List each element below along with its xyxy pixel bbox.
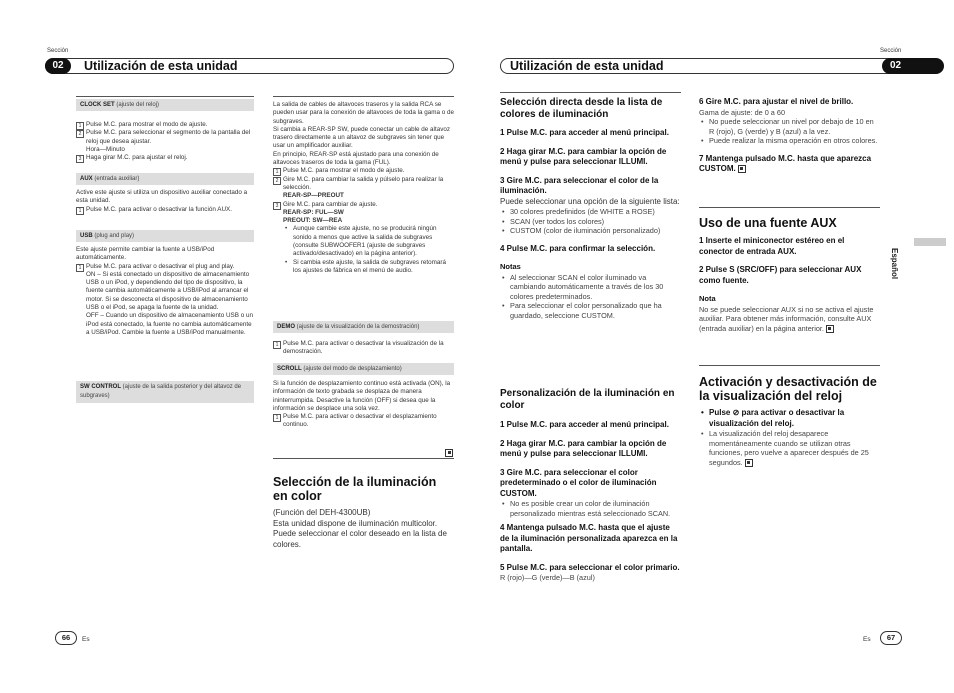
language-tab-marker: [914, 238, 946, 246]
menu-item-usb: USB (plug and play): [76, 230, 254, 242]
section-number-right: 02: [882, 58, 944, 74]
divider: [273, 96, 454, 97]
brightness-steps: 6 Gire M.C. para ajustar el nivel de brillo. Gama de ajuste: de 0 a 60 • No puede seleccionar un nivel por debajo de 10 en R (rojo), G (verde) y B (azul) a la vez. • Puede realizar la misma operación en otros colores. 7 Mantenga pulsado M.C. hasta que aparezca CUSTOM.: [699, 97, 880, 175]
menu-item-scroll: SCROLL (ajuste del modo de desplazamiento): [273, 363, 454, 375]
divider: [699, 365, 880, 366]
menu-item-aux: AUX (entrada auxiliar): [76, 173, 254, 185]
end-mark-icon: [745, 459, 753, 467]
end-mark-icon: [826, 325, 834, 333]
customize-steps: 1 Pulse M.C. para acceder al menú principal. 2 Haga girar M.C. para cambiar la opción de menú y pulse para seleccionar ILLUMI. 3 Gire M.C. para seleccionar el color predeterminado o el color de iluminación CUSTOM. • No es posible crear un color de iluminación personalizado mientras está seleccionado SCAN. 4 Mantenga pulsado M.C. hasta que el ajuste de la iluminación personalizada aparezca en la pantalla. 5 Pulse M.C. para seleccionar el color primario. R (rojo)—G (verde)—B (azul): [500, 420, 681, 583]
language-tab-label: Español: [890, 248, 899, 280]
direct-selection-steps: 1 Pulse M.C. para acceder al menú principal. 2 Haga girar M.C. para cambiar la opción de menú y pulse para seleccionar ILLUMI. 3 Gire M.C. para seleccionar el color de la iluminación. Puede seleccionar una opción de la siguiente lista: • 30 colores predefinidos (de WHITE a ROSE) • SCAN (ver todos los colores) • CUSTOM (color de iluminación personalizado) 4 Pulse M.C. para confirmar la selección. Notas • Al seleccionar SCAN el color iluminado va cambiando automáticamente a través de los 30 colores predeterminados. • Para seleccionar el color personalizado que ha guardado, seleccione CUSTOM.: [500, 128, 681, 320]
scroll-text: Si la función de desplazamiento continuo está activada (ON), la información de texto grabada se desplaza de manera ininterrumpida. Desactive la función (OFF) si desea que la información se desplace una sola vez. 1 Pulse M.C. para activar o desactivar el desplazamiento continuo.: [273, 380, 451, 429]
language-code-right: Es: [863, 636, 871, 643]
usb-text: Este ajuste permite cambiar la fuente a USB/iPod automáticamente. 1 Pulse M.C. para activar o desactivar el plug and play. ON – Si está conectado un dispositivo de almacenamiento USB o un iPod, y dependiendo del tipo de dispositivo, la fuente cambia automáticamente a USB/iPod al arrancar el motor. Si se desconecta el dispositivo de almacenamiento USB o el iPod, se apaga la fuente de la unidad. OFF – Cuando un dispositivo de almacenamiento USB o un iPod está conectado, la fuente no cambia automáticamente a USB/iPod. Cambie la fuente a USB/iPod manualmente.: [76, 246, 253, 336]
demo-step: 1 Pulse M.C. para activar o desactivar la visualización de la demostración.: [273, 340, 454, 357]
aux-text: Active este ajuste si utiliza un dispositivo auxiliar conectado a esta unidad. 1 Pulse M.C. para activar o desactivar la función AUX.: [76, 189, 248, 214]
page-title-left: Utilización de esta unidad: [84, 59, 238, 73]
end-mark-icon: [445, 449, 453, 457]
sw-control-text: La salida de cables de altavoces traseros y la salida RCA se pueden usar para la conexión de altavoces de toda la gama o de subgraves. Si cambia a REAR-SP SW, puede conectar un cable de altavoz trasero directamente a un altavoz de subgraves sin tener que usar un amplificador auxiliar. En principio, REAR-SP está ajustado para una conexión de altavoces traseros de toda la gama (FUL). 1 Pulse M.C. para mostrar el modo de ajuste. 2 Gire M.C. para cambiar la salida y púlselo para realizar la selección. REAR-SP—PREOUT 3 Gire M.C. para cambiar de ajuste. REAR-SP: FUL—SW PREOUT: SW—REA • Aunque cambie este ajuste, no se producirá ningún sonido a menos que active la salida de subgraves (consulte SUBWOOFER1 (ajuste de subgraves activado/desactivado) en la página anterior). • Si cambia este ajuste, la salida de subgraves retomará los ajustes de fábrica en el menú de audio.: [273, 101, 454, 275]
section-label-left: Sección: [47, 48, 69, 54]
divider: [76, 96, 254, 97]
heading-aux-source: Uso de una fuente AUX: [699, 216, 837, 230]
menu-item-sw-control: SW CONTROL (ajuste de la salida posterior y del altavoz de subgraves): [76, 381, 254, 403]
heading-customize: Personalización de la iluminación en color: [500, 388, 675, 411]
menu-item-demo: DEMO (ajuste de la visualización de la demostración): [273, 321, 454, 333]
page-number-left: 66: [55, 631, 77, 645]
divider: [500, 92, 681, 93]
illumination-text: (Función del DEH-4300UB) Esta unidad dispone de iluminación multicolor. Puede seleccionar el color deseado en la lista de colores.: [273, 508, 447, 549]
heading-clock-display: Activación y desactivación de la visualización del reloj: [699, 375, 877, 403]
page-number-right: 67: [880, 631, 902, 645]
clock-display-steps: • Pulse ⊘ para activar o desactivar la visualización del reloj. • La visualización del reloj desaparece momentáneamente cuando se utilizan otras funciones, pero vuelve a aparecer después de 25 segundos.: [699, 408, 880, 467]
divider: [699, 207, 880, 208]
divider: [273, 458, 454, 459]
menu-item-clock-set: CLOCK SET (ajuste del reloj): [76, 99, 254, 111]
clock-set-steps: 1 Pulse M.C. para mostrar el modo de ajuste. 2 Pulse M.C. para seleccionar el segmento de la pantalla del reloj que desea ajustar. Hora—Minuto 3 Haga girar M.C. para ajustar el reloj.: [76, 121, 254, 162]
section-number-left: 02: [45, 58, 71, 74]
end-mark-icon: [738, 165, 746, 173]
language-code-left: Es: [82, 636, 90, 643]
section-label-right: Sección: [880, 48, 902, 54]
heading-direct-selection: Selección directa desde la lista de colores de iluminación: [500, 97, 663, 120]
aux-source-steps: 1 Inserte el miniconector estéreo en el conector de entrada AUX. 2 Pulse S (SRC/OFF) para seleccionar AUX como fuente. Nota No se puede seleccionar AUX si no se activa el ajuste auxiliar. Para obtener más información, consulte AUX (entrada auxiliar) en la página anterior.: [699, 236, 874, 333]
heading-illumination: Selección de la iluminación en color: [273, 475, 437, 503]
page-title-right: Utilización de esta unidad: [510, 59, 664, 73]
